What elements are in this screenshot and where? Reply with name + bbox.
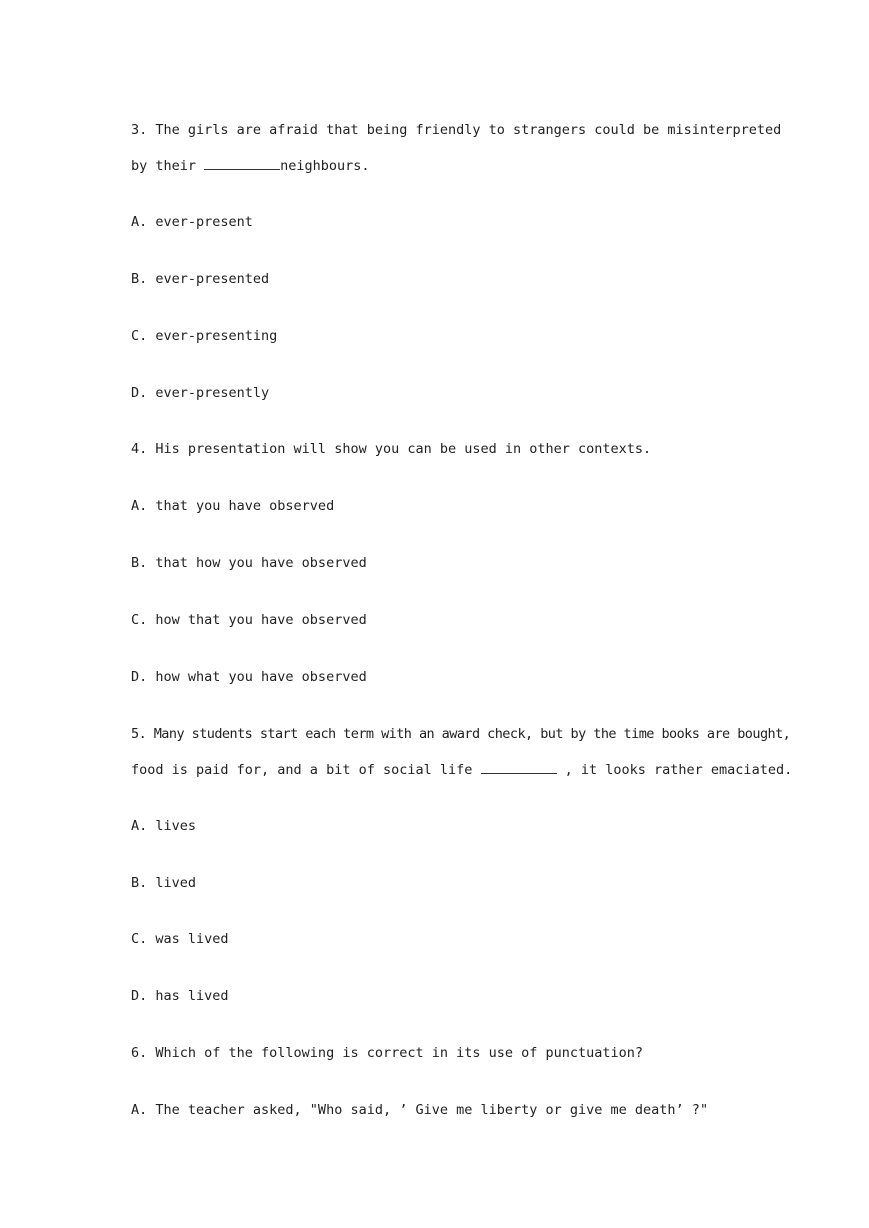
question-3-stem-before-blank: by their: [131, 158, 205, 174]
question-3-option-c: C. ever-presenting: [131, 328, 278, 344]
question-4-option-a: A. that you have observed: [131, 498, 335, 514]
question-6-stem: 6. Which of the following is correct in its use of punctuation?: [131, 1045, 644, 1061]
question-4-option-c: C. how that you have observed: [131, 612, 367, 628]
question-5-option-b: B. lived: [131, 875, 197, 891]
question-4-option-b: B. that how you have observed: [131, 555, 367, 571]
question-5-stem-line-1: 5. Many students start each term with an award check, but by the time books are bought,: [131, 726, 791, 742]
question-3-stem-line-1: 3. The girls are afraid that being friendly to strangers could be misinterpreted: [131, 122, 782, 138]
question-5-stem-before-blank: food is paid for, and a bit of social life: [131, 762, 481, 778]
question-5-stem-after-blank: , it looks rather emaciated.: [556, 762, 793, 778]
question-5-option-d: D. has lived: [131, 988, 229, 1004]
question-6-option-a: A. The teacher asked, "Who said, ’ Give me liberty or give me death’ ?": [131, 1102, 709, 1118]
question-3-option-b: B. ever-presented: [131, 271, 270, 287]
question-5-option-c: C. was lived: [131, 931, 229, 947]
question-3-stem-after-blank: neighbours.: [280, 158, 370, 174]
question-3-option-d: D. ever-presently: [131, 385, 270, 401]
question-3-option-a: A. ever-present: [131, 214, 253, 230]
question-5-stem-line-2: [131, 759, 792, 780]
question-5-option-a: A. lives: [131, 818, 197, 834]
question-5-answer-blank: [481, 759, 557, 774]
question-3-stem-line-2: [131, 155, 370, 176]
question-4-stem: 4. His presentation will show you can be used in other contexts.: [131, 441, 652, 457]
question-3-answer-blank: [204, 155, 280, 170]
question-4-option-d: D. how what you have observed: [131, 669, 367, 685]
